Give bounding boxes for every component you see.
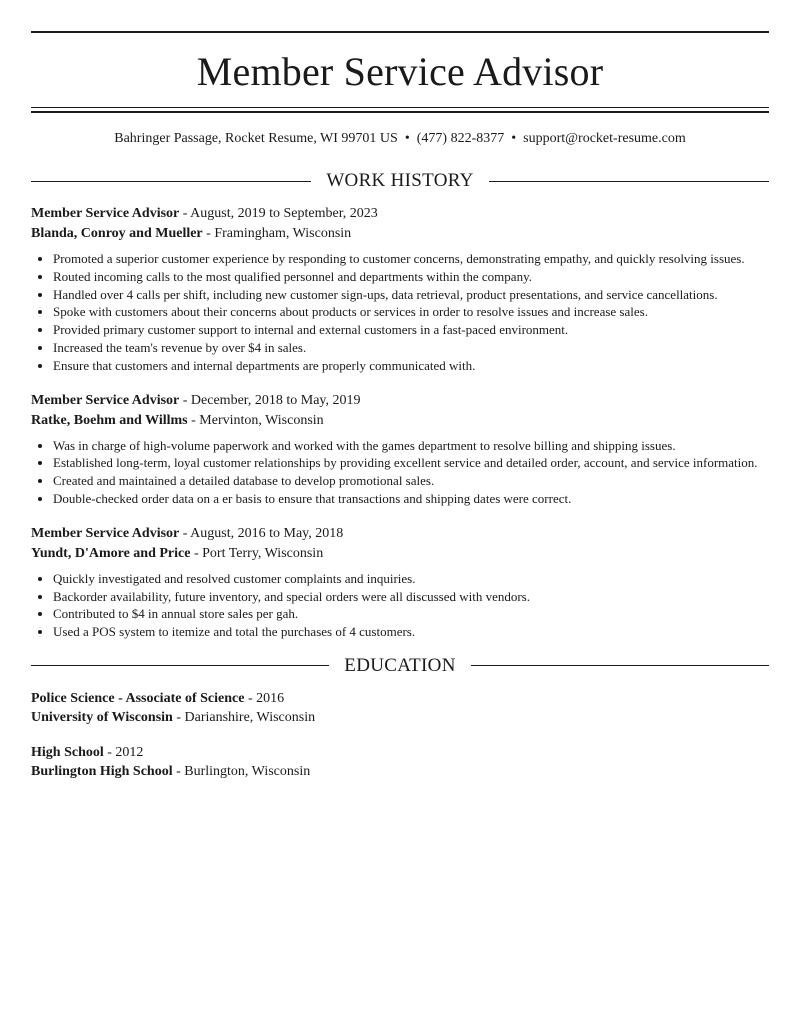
heading-rule-left (31, 665, 329, 666)
job-dates: - August, 2019 to September, 2023 (179, 206, 378, 221)
job-title-row (31, 391, 769, 411)
education-location: - Burlington, Wisconsin (172, 763, 311, 779)
education-heading (31, 655, 769, 677)
heading-rule-right (471, 665, 769, 666)
job-company-row (31, 224, 769, 244)
heading-rule-right (489, 181, 769, 182)
job-bullet: • Quickly investigated and resolved customer complaints and inquiries. (53, 570, 769, 588)
job-title: Member Service Advisor (31, 392, 180, 408)
job-company-row (31, 544, 769, 564)
job-bullet: • Double-checked order data on a er basis to ensure that transactions and shipping dates were correct. (53, 490, 769, 508)
contact-address: Bahringer Passage, Rocket Resume, WI 99701 US (114, 131, 398, 146)
education-degree: Police Science - Associate of Science (31, 690, 245, 706)
job-dates: - August, 2016 to May, 2018 (179, 525, 344, 541)
job-title-row (31, 204, 769, 224)
education-title: EDUCATION (344, 654, 456, 676)
education-degree-row (31, 689, 769, 708)
job-bullet: • Increased the team's revenue by over $4 in sales. (53, 339, 769, 357)
job-entry (31, 204, 769, 375)
job-title: Member Service Advisor (31, 206, 180, 221)
education-school-row (31, 708, 769, 727)
job-bullets (31, 250, 769, 375)
job-company: Ratke, Boehm and Willms (31, 412, 188, 428)
job-location: - Mervinton, Wisconsin (187, 412, 324, 428)
job-bullet: • Ensure that customers and internal departments are properly communicated with. (53, 357, 769, 375)
work-history-heading (31, 170, 769, 192)
heading-rule-left (31, 181, 311, 182)
job-company-row (31, 411, 769, 431)
job-title-row (31, 524, 769, 544)
job-bullet: • Provided primary customer support to internal and external customers in a fast-paced environment. (53, 321, 769, 339)
education-school-row (31, 762, 769, 781)
job-bullet: • Was in charge of high-volume paperwork and worked with the games department to resolve billing and shipping issues. (53, 437, 769, 455)
job-bullet: • Contributed to $4 in annual store sales per gah. (53, 605, 769, 623)
job-bullet: • Routed incoming calls to the most qualified personnel and departments within the company. (53, 268, 769, 286)
education-entry (31, 743, 769, 781)
education-location: - Darianshire, Wisconsin (172, 709, 316, 725)
education-degree-row (31, 743, 769, 762)
job-company: Blanda, Conroy and Mueller (31, 226, 203, 241)
job-title: Member Service Advisor (31, 525, 180, 541)
job-bullet: • Used a POS system to itemize and total the purchases of 4 customers. (53, 623, 769, 641)
job-company: Yundt, D'Amore and Price (31, 545, 191, 561)
job-bullet: • Created and maintained a detailed database to develop promotional sales. (53, 472, 769, 490)
education-year: - 2016 (244, 690, 285, 706)
job-bullet: • Backorder availability, future inventory, and special orders were all discussed with vendors. (53, 588, 769, 606)
work-history-title: WORK HISTORY (326, 170, 474, 191)
top-rule (31, 31, 769, 33)
education-degree: High School (31, 744, 104, 760)
job-entry (31, 391, 769, 508)
job-location: - Framingham, Wisconsin (202, 226, 352, 241)
job-bullet: • Promoted a superior customer experience by responding to customer concerns, demonstrating empathy, and quickly resolving issues. (53, 250, 769, 268)
job-entry (31, 524, 769, 641)
education-year: - 2012 (103, 744, 144, 760)
job-bullets (31, 570, 769, 641)
contact-phone: (477) 822-8377 (416, 131, 505, 146)
contact-separator: • (511, 131, 517, 146)
contact-email: support@rocket-resume.com (523, 131, 686, 146)
job-dates: - December, 2018 to May, 2019 (179, 392, 361, 408)
contact-line (31, 130, 769, 148)
resume-page (31, 31, 769, 781)
job-location: - Port Terry, Wisconsin (190, 545, 324, 561)
title-double-rule (31, 107, 769, 113)
contact-separator: • (404, 131, 410, 146)
education-school: University of Wisconsin (31, 709, 173, 725)
education-school: Burlington High School (31, 763, 173, 779)
job-bullet: • Handled over 4 calls per shift, including new customer sign-ups, data retrieval, product presentations, and service cancellations. (53, 286, 769, 304)
resume-title: Member Service Advisor (196, 49, 604, 94)
job-bullet: • Established long-term, loyal customer relationships by providing excellent service and detailed order, account, and service information. (53, 454, 769, 472)
education-entry (31, 689, 769, 727)
job-bullet: • Spoke with customers about their concerns about products or services in order to resolve issues and increase sales. (53, 303, 769, 321)
job-bullets (31, 437, 769, 508)
